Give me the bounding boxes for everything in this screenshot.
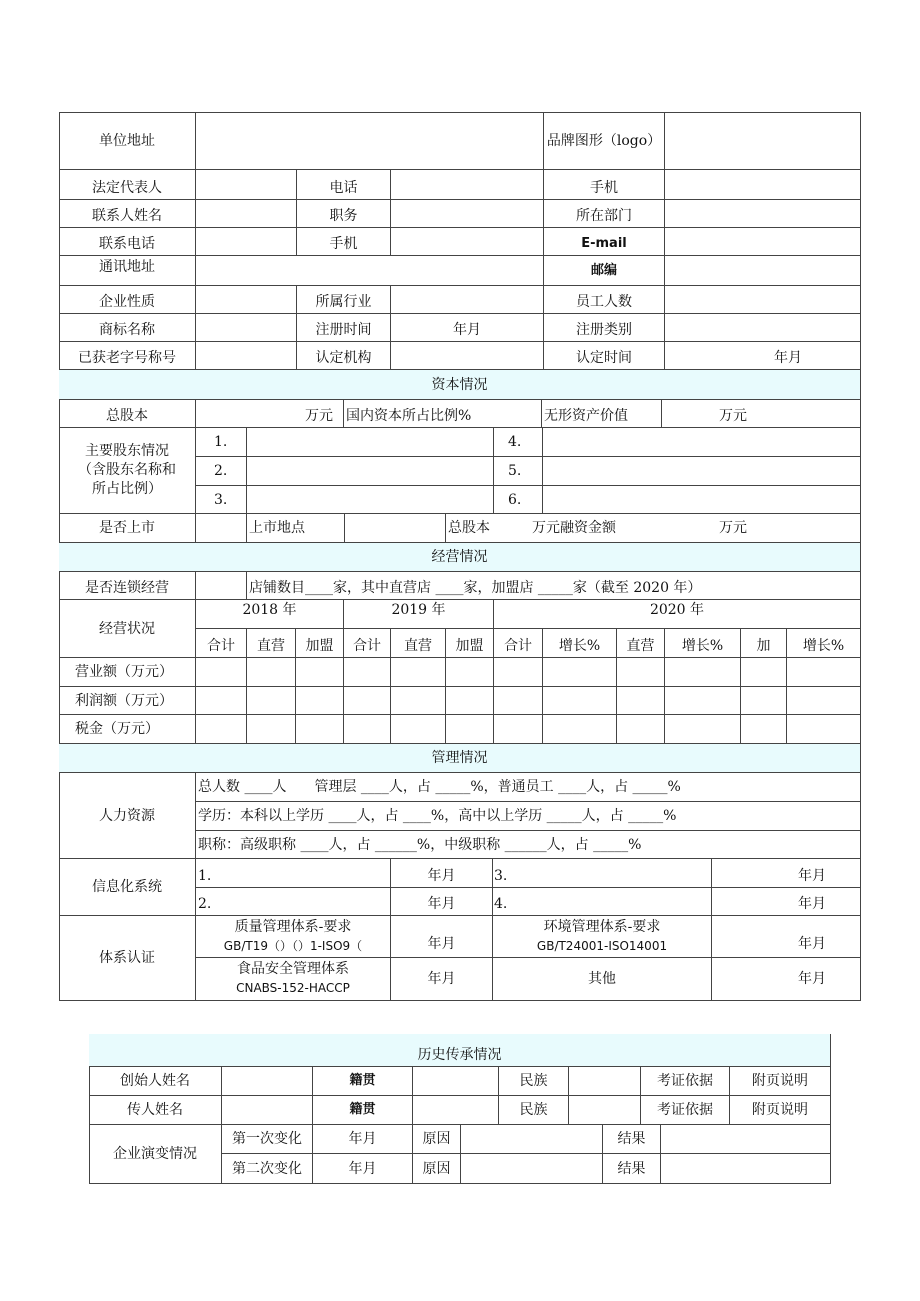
reg-type-label: 注册类别 [544, 314, 665, 342]
it-2[interactable]: 2. [196, 888, 391, 916]
founder-evidence-label[interactable]: 考证依据 [641, 1067, 730, 1096]
change-2-date[interactable]: 年月 [313, 1154, 413, 1184]
postcode-input[interactable] [665, 256, 861, 286]
chain-label: 是否连锁经营 [59, 572, 196, 600]
chain-stores-text[interactable]: 店铺数目____家，其中直营店 ____家，加盟店 _____家（截至 2020 年） [247, 572, 861, 600]
change-1-result-input[interactable] [661, 1125, 831, 1154]
contact-mobile-label: 手机 [297, 228, 391, 256]
it-2-date[interactable]: 年月 [391, 888, 493, 916]
operation-cell[interactable] [665, 658, 741, 687]
intangible-label: 无形资产价值 [542, 400, 662, 428]
change-2-reason-label: 原因 [413, 1154, 461, 1184]
operation-cell[interactable] [391, 658, 446, 687]
hr-label: 人力资源 [59, 773, 196, 859]
nature-label: 企业性质 [59, 286, 196, 314]
year-2019-header: 2019 年 [344, 600, 494, 629]
legal-rep-input[interactable] [196, 170, 297, 200]
shareholder-6-num: 6. [494, 486, 543, 514]
change-2-label: 第二次变化 [222, 1154, 313, 1184]
qms-date[interactable]: 年月 [391, 916, 493, 958]
operation-cell[interactable] [741, 715, 787, 744]
chain-input[interactable] [196, 572, 247, 600]
food-safety-label [196, 958, 391, 1001]
food-safety-date[interactable]: 年月 [391, 958, 493, 1001]
operation-cell[interactable] [617, 658, 665, 687]
operation-section-header: 经营情况 [59, 543, 861, 572]
legal-rep-label: 法定代表人 [59, 170, 196, 200]
it-4-date[interactable]: 年月 [712, 888, 861, 916]
management-section-header: 管理情况 [59, 744, 861, 773]
address-input[interactable] [196, 112, 544, 170]
founder-native-input[interactable] [413, 1067, 499, 1096]
shareholder-4-num: 4. [494, 428, 543, 457]
operation-col-header: 合计 [196, 629, 247, 658]
operation-cell[interactable] [787, 715, 861, 744]
qms-label [196, 916, 391, 958]
mail-address-label: 通讯地址 [59, 256, 196, 286]
founder-native-label: 籍贯 [313, 1067, 413, 1096]
position-label: 职务 [297, 200, 391, 228]
contact-mobile-input[interactable] [391, 228, 544, 256]
heir-evidence-label[interactable]: 考证依据 [641, 1096, 730, 1125]
operation-row-label: 营业额（万元） [59, 658, 196, 687]
shareholders-line-1: 主要股东情况 [85, 443, 169, 459]
year-2018-header: 2018 年 [196, 600, 344, 629]
operation-cell[interactable] [787, 687, 861, 715]
year-2020-header: 2020 年 [494, 600, 861, 629]
ems-date[interactable]: 年月 [712, 916, 861, 958]
contact-name-input[interactable] [196, 200, 297, 228]
intangible-unit[interactable]: 万元 [662, 400, 861, 428]
operation-row-label: 利润额（万元） [59, 687, 196, 715]
cert-label: 体系认证 [59, 916, 196, 1001]
financing-unit[interactable]: 万元 [662, 514, 861, 543]
cert-time-value[interactable]: 年月 [665, 342, 861, 370]
listed-place-label: 上市地点 [247, 514, 345, 543]
cert-org-input[interactable] [391, 342, 544, 370]
contact-phone-label: 联系电话 [59, 228, 196, 256]
operation-col-header: 增长% [543, 629, 617, 658]
operation-cell[interactable] [344, 687, 391, 715]
operation-row-label: 税金（万元） [59, 715, 196, 744]
operation-cell[interactable] [543, 687, 617, 715]
financing-label: 万元融资金额 [508, 514, 662, 543]
email-input[interactable] [665, 228, 861, 256]
shareholder-6-input[interactable] [543, 486, 861, 514]
operation-cell[interactable] [196, 658, 247, 687]
phone-input[interactable] [391, 170, 544, 200]
founder-appendix-label[interactable]: 附页说明 [730, 1067, 831, 1096]
history-section-header: 历史传承情况 [89, 1034, 831, 1067]
operation-cell[interactable] [617, 687, 665, 715]
mobile-input[interactable] [665, 170, 861, 200]
qms-line-1: 质量管理体系-要求 [234, 918, 352, 935]
change-1-date[interactable]: 年月 [313, 1125, 413, 1154]
total-capital-label: 总股本 [59, 400, 196, 428]
operation-cell[interactable] [446, 658, 494, 687]
other-cert-label: 其他 [493, 958, 712, 1001]
employees-input[interactable] [665, 286, 861, 314]
heir-native-input[interactable] [413, 1096, 499, 1125]
operation-cell[interactable] [446, 715, 494, 744]
phone-label: 电话 [297, 170, 391, 200]
founder-label: 创始人姓名 [89, 1067, 222, 1096]
operation-cell[interactable] [296, 687, 344, 715]
founder-input[interactable] [222, 1067, 313, 1096]
capital-section-header: 资本情况 [59, 370, 861, 400]
change-1-reason-label: 原因 [413, 1125, 461, 1154]
contact-name-label: 联系人姓名 [59, 200, 196, 228]
change-1-result-label: 结果 [603, 1125, 661, 1154]
address-label: 单位地址 [59, 112, 196, 170]
postcode-label: 邮编 [544, 256, 665, 286]
operation-col-header: 增长% [787, 629, 861, 658]
operation-cell[interactable] [494, 715, 543, 744]
operation-cell[interactable] [741, 687, 787, 715]
listed-input[interactable] [196, 514, 247, 543]
title-label: 已获老字号称号 [59, 342, 196, 370]
heir-input[interactable] [222, 1096, 313, 1125]
shareholders-line-2: （含股东名称和 [78, 462, 176, 478]
operation-col-header: 合计 [494, 629, 543, 658]
trademark-input[interactable] [196, 314, 297, 342]
operation-col-header: 加盟 [296, 629, 344, 658]
operation-cell[interactable] [543, 658, 617, 687]
operation-cell[interactable] [196, 715, 247, 744]
logo-input[interactable] [665, 112, 861, 170]
logo-label: 品牌图形（logo） [544, 112, 665, 170]
it-4[interactable]: 4. [493, 888, 712, 916]
cert-org-label: 认定机构 [297, 342, 391, 370]
operation-col-header: 加盟 [446, 629, 494, 658]
shareholder-1-num: 1. [196, 428, 247, 457]
mobile-label: 手机 [544, 170, 665, 200]
it-3[interactable]: 3. [493, 859, 712, 888]
it-1[interactable]: 1. [196, 859, 391, 888]
it-3-date[interactable]: 年月 [712, 859, 861, 888]
reg-type-input[interactable] [665, 314, 861, 342]
heir-native-label: 籍贯 [313, 1096, 413, 1125]
qms-line-2: GB/T19（）（）1-ISO9（ [223, 938, 363, 953]
change-2-result-input[interactable] [661, 1154, 831, 1184]
industry-input[interactable] [391, 286, 544, 314]
operation-col-header: 直营 [391, 629, 446, 658]
shareholder-5-num: 5. [494, 457, 543, 486]
shareholder-3-input[interactable] [247, 486, 494, 514]
shareholder-2-input[interactable] [247, 457, 494, 486]
operation-cell[interactable] [741, 658, 787, 687]
hr-total-line[interactable]: 总人数 ____人 管理层 ____人，占 _____%，普通员工 ____人，占 _____% [196, 773, 861, 802]
shareholder-4-input[interactable] [543, 428, 861, 457]
other-cert-date[interactable]: 年月 [712, 958, 861, 1001]
heir-label: 传人姓名 [89, 1096, 222, 1125]
title-input[interactable] [196, 342, 297, 370]
heir-appendix-label[interactable]: 附页说明 [730, 1096, 831, 1125]
change-1-reason-input[interactable] [461, 1125, 603, 1154]
shareholders-label [59, 428, 196, 514]
operation-cell[interactable] [494, 658, 543, 687]
founder-ethnic-label: 民族 [499, 1067, 569, 1096]
operation-cell[interactable] [787, 658, 861, 687]
it-1-date[interactable]: 年月 [391, 859, 493, 888]
position-input[interactable] [391, 200, 544, 228]
food-line-2: CNABS-152-HACCP [236, 981, 350, 995]
operation-cell[interactable] [494, 687, 543, 715]
listed-place-input[interactable] [345, 514, 446, 543]
status-label: 经营状况 [59, 600, 196, 658]
operation-cell[interactable] [247, 715, 296, 744]
it-label: 信息化系统 [59, 859, 196, 916]
contact-phone-input[interactable] [196, 228, 297, 256]
operation-col-header: 增长% [665, 629, 741, 658]
operation-cell[interactable] [196, 687, 247, 715]
operation-col-header: 直营 [617, 629, 665, 658]
listed-total-label: 总股本 [446, 514, 508, 543]
change-2-reason-input[interactable] [461, 1154, 603, 1184]
reg-time-value[interactable]: 年月 [391, 314, 544, 342]
nature-input[interactable] [196, 286, 297, 314]
hr-title-line[interactable]: 职称：高级职称 ____人，占 ______%，中级职称 ______人，占 _____% [196, 831, 861, 859]
ems-line-2: GB/T24001-ISO14001 [536, 938, 668, 953]
operation-cell[interactable] [247, 687, 296, 715]
domestic-ratio-label[interactable]: 国内资本所占比例% [344, 400, 542, 428]
operation-col-header: 直营 [247, 629, 296, 658]
operation-cell[interactable] [296, 715, 344, 744]
operation-col-header: 加 [741, 629, 787, 658]
shareholder-3-num: 3. [196, 486, 247, 514]
operation-cell[interactable] [391, 715, 446, 744]
hr-education-line[interactable]: 学历：本科以上学历 ____人，占 ____%，高中以上学历 _____人，占 _____% [196, 802, 861, 831]
operation-cell[interactable] [247, 658, 296, 687]
operation-col-header: 合计 [344, 629, 391, 658]
department-input[interactable] [665, 200, 861, 228]
total-capital-unit[interactable]: 万元 [196, 400, 344, 428]
cert-time-label: 认定时间 [544, 342, 665, 370]
ems-line-1: 环境管理体系-要求 [543, 918, 661, 935]
operation-cell[interactable] [446, 687, 494, 715]
shareholder-5-input[interactable] [543, 457, 861, 486]
listed-label: 是否上市 [59, 514, 196, 543]
change-1-label: 第一次变化 [222, 1125, 313, 1154]
mail-address-input[interactable] [196, 256, 544, 286]
email-label: E-mail [544, 228, 665, 256]
operation-cell[interactable] [665, 687, 741, 715]
operation-cell[interactable] [543, 715, 617, 744]
food-line-1: 食品安全管理体系 [237, 961, 349, 977]
operation-cell[interactable] [344, 658, 391, 687]
operation-cell[interactable] [617, 715, 665, 744]
operation-cell[interactable] [344, 715, 391, 744]
trademark-label: 商标名称 [59, 314, 196, 342]
founder-ethnic-input[interactable] [569, 1067, 641, 1096]
department-label: 所在部门 [544, 200, 665, 228]
ems-label [493, 916, 712, 958]
reg-time-label: 注册时间 [297, 314, 391, 342]
heir-ethnic-label: 民族 [499, 1096, 569, 1125]
change-2-result-label: 结果 [603, 1154, 661, 1184]
operation-cell[interactable] [296, 658, 344, 687]
evolution-label: 企业演变情况 [89, 1125, 222, 1184]
operation-cell[interactable] [391, 687, 446, 715]
shareholder-2-num: 2. [196, 457, 247, 486]
shareholders-line-3: 所占比例） [92, 481, 162, 497]
employees-label: 员工人数 [544, 286, 665, 314]
operation-cell[interactable] [665, 715, 741, 744]
heir-ethnic-input[interactable] [569, 1096, 641, 1125]
industry-label: 所属行业 [297, 286, 391, 314]
shareholder-1-input[interactable] [247, 428, 494, 457]
